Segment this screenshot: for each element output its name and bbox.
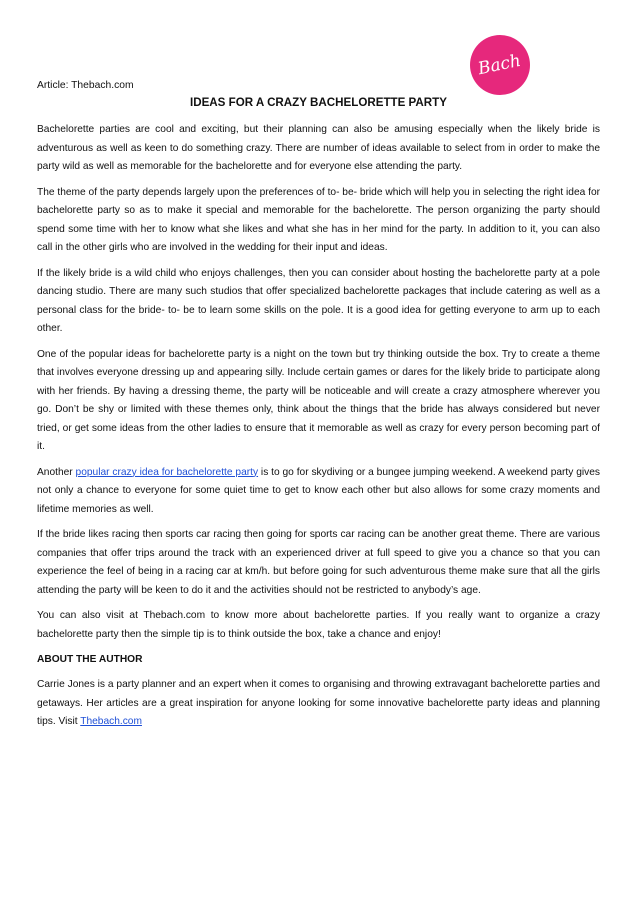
about-author-heading: ABOUT THE AUTHOR xyxy=(37,654,143,665)
article-source: Article: Thebach.com xyxy=(37,80,134,91)
article-body xyxy=(37,79,600,739)
paragraph-5 xyxy=(37,464,600,520)
logo-text: Bach xyxy=(476,50,524,79)
paragraph-4: One of the popular ideas for bachelorette party is a night on the town but try thinking outside the box. Try to create a theme that involves everyone dressing up and appearing silly. Include certain games or dares for the likely bride to participate along with her friends. By having a dressing theme, the party will be noticeable and will create a crazy atmosphere wherever you go. Don’t be shy or limited with these themes only, think about the things that the bride has always considered but never tried, or get some ideas from the other ladies to ensure that it memorable as well as crazy for every person becoming part of it. xyxy=(37,348,600,452)
paragraph-1: Bachelorette parties are cool and exciting, but their planning can also be amusing especially when the likely bride is adventurous as well as keen to do something crazy. There are number of ideas available to select from in order to make the party wild as well as memorable for the bachelorette and for everyone else attending the party. xyxy=(37,124,600,172)
author-bio xyxy=(37,676,600,732)
paragraph-3: If the likely bride is a wild child who enjoys challenges, then you can consider about hosting the bachelorette party at a pole dancing studio. There are many such studios that offer specialized bachelorette packages that include catering as well as a personal class for the bride- to- be to learn some skills on the pole. It is a good idea for getting everyone to arm up to each other. xyxy=(37,267,600,334)
paragraph-7: You can also visit at Thebach.com to know more about bachelorette parties. If you really want to organize a crazy bachelorette party then the simple tip is to think outside the box, take a chance and enjoy! xyxy=(37,610,600,640)
thebach-link[interactable]: Thebach.com xyxy=(80,716,142,727)
paragraph-6: If the bride likes racing then sports car racing then going for sports car racing can be another great theme. There are various companies that offer trips around the track with an experienced driver at full speed to give you a chance so that you can experience the feel of being in a racing car at km/h. but before going for such adventurous theme make sure that all the girls attending the party will be keen to do it and the activities should not be restricted to anybody’s age. xyxy=(37,529,600,596)
paragraph-2: The theme of the party depends largely upon the preferences of to- be- bride which will help you in selecting the right idea for bachelorette party so as to make it special and memorable for the bachelorette. The person organizing the party should spend some time with her to know what she likes and what she has in her mind for the party. In addition to it, you can also call in the other girls who are involved in the wedding for their input and ideas. xyxy=(37,186,600,253)
paragraph-5-end: is to go for skydiving or a bungee jumping weekend. A weekend party gives not only a chance to everyone for some quiet time to get to know each other but also allows for some crazy moments and lifetime memories as well. xyxy=(37,466,600,515)
paragraph-5-start: Another xyxy=(37,466,76,478)
author-bio-text: Carrie Jones is a party planner and an expert when it comes to organising and throwing extravagant bachelorette parties and getaways. Her articles are a great inspiration for anyone looking for some innovative bachelorette party ideas and planning tips. Visit xyxy=(37,679,600,727)
article-title: IDEAS FOR A CRAZY BACHELORETTE PARTY xyxy=(189,96,447,109)
crazy-idea-link[interactable]: popular crazy idea for bachelorette party xyxy=(75,466,259,478)
